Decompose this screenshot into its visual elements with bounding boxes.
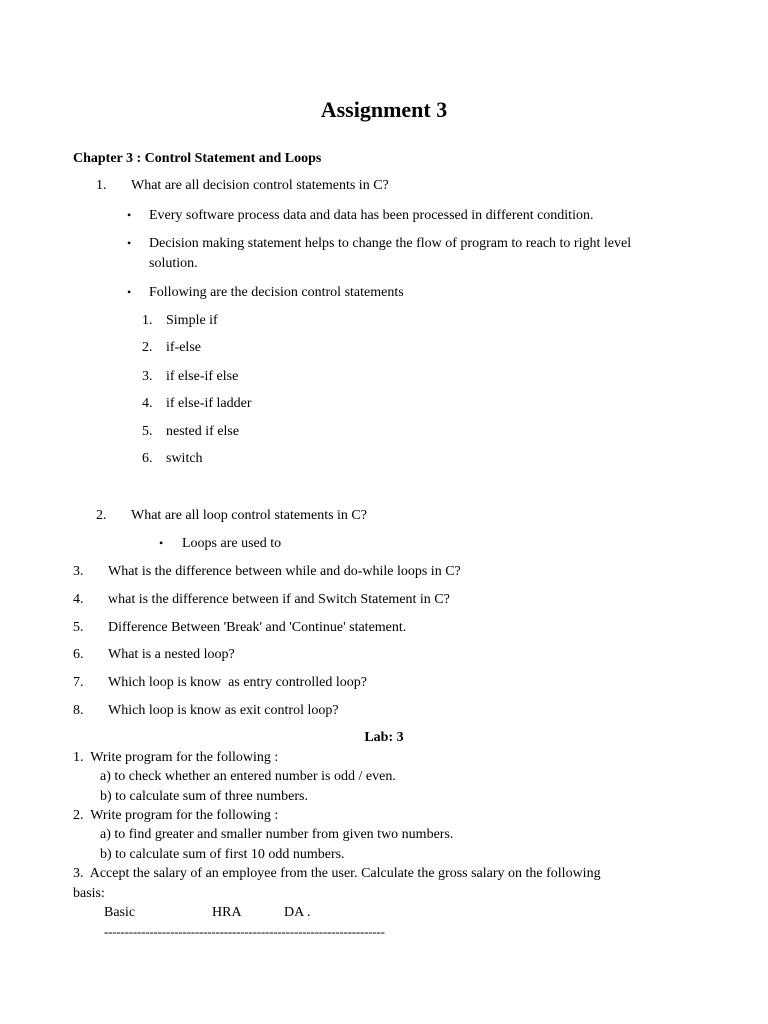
question-number: 5. xyxy=(73,620,84,635)
chapter-heading: Chapter 3 : Control Statement and Loops xyxy=(73,151,322,166)
bullet-marker: • xyxy=(127,285,132,299)
list-item: if else-if else xyxy=(166,369,239,384)
question-number: 1. xyxy=(96,178,107,193)
page-title: Assignment 3 xyxy=(320,97,448,122)
question-number: 7. xyxy=(73,675,84,690)
list-item: if-else xyxy=(166,340,201,355)
list-item-number: 6. xyxy=(142,451,153,466)
question-number: 2. xyxy=(96,508,107,523)
question-text: what is the difference between if and Switch Statement in C? xyxy=(108,592,450,607)
table-header-da: DA . xyxy=(284,905,311,920)
lab-heading: Lab: 3 xyxy=(364,730,404,745)
question-text: What are all loop control statements in C? xyxy=(131,508,367,523)
table-separator: -------------------------------------------------------------------- xyxy=(104,924,385,939)
lab-subtask: b) to calculate sum of first 10 odd numbers. xyxy=(100,847,345,862)
question-text: Difference Between 'Break' and 'Continue' statement. xyxy=(108,620,407,635)
list-item: if else-if ladder xyxy=(166,396,252,411)
bullet-marker: • xyxy=(127,236,132,250)
question-number: 3. xyxy=(73,564,84,579)
bullet-text: Every software process data and data has been processed in different condition. xyxy=(149,208,594,223)
list-item-number: 1. xyxy=(142,313,153,328)
question-number: 8. xyxy=(73,703,84,718)
question-number: 4. xyxy=(73,592,84,607)
list-item: Simple if xyxy=(166,313,218,328)
lab-task-continued: basis: xyxy=(73,886,105,901)
list-item-number: 3. xyxy=(142,369,153,384)
lab-task: 3. Accept the salary of an employee from the user. Calculate the gross salary on the following xyxy=(73,866,601,881)
lab-task: 2. Write program for the following : xyxy=(73,808,279,823)
lab-task: 1. Write program for the following : xyxy=(73,750,279,765)
list-item-number: 5. xyxy=(142,424,153,439)
list-item-number: 4. xyxy=(142,396,153,411)
question-text: Which loop is know as exit control loop? xyxy=(108,703,339,718)
table-header-hra: HRA xyxy=(212,905,242,920)
bullet-text: Decision making statement helps to change the flow of program to reach to right level xyxy=(149,236,632,251)
bullet-marker: • xyxy=(159,536,164,550)
question-text: What is a nested loop? xyxy=(108,647,235,662)
list-item: nested if else xyxy=(166,424,240,439)
lab-subtask: b) to calculate sum of three numbers. xyxy=(100,789,308,804)
lab-subtask: a) to check whether an entered number is odd / even. xyxy=(100,769,396,784)
bullet-marker: • xyxy=(127,208,132,222)
lab-subtask: a) to find greater and smaller number from given two numbers. xyxy=(100,827,454,842)
question-number: 6. xyxy=(73,647,84,662)
bullet-text-continued: solution. xyxy=(149,256,198,271)
question-text: Which loop is know as entry controlled loop? xyxy=(108,675,367,690)
question-text: What is the difference between while and do-while loops in C? xyxy=(108,564,461,579)
table-header-basic: Basic xyxy=(104,905,136,920)
bullet-text: Following are the decision control statements xyxy=(149,285,404,300)
question-text: What are all decision control statements in C? xyxy=(131,178,389,193)
list-item-number: 2. xyxy=(142,340,153,355)
list-item: switch xyxy=(166,451,203,466)
bullet-text: Loops are used to xyxy=(182,536,282,551)
